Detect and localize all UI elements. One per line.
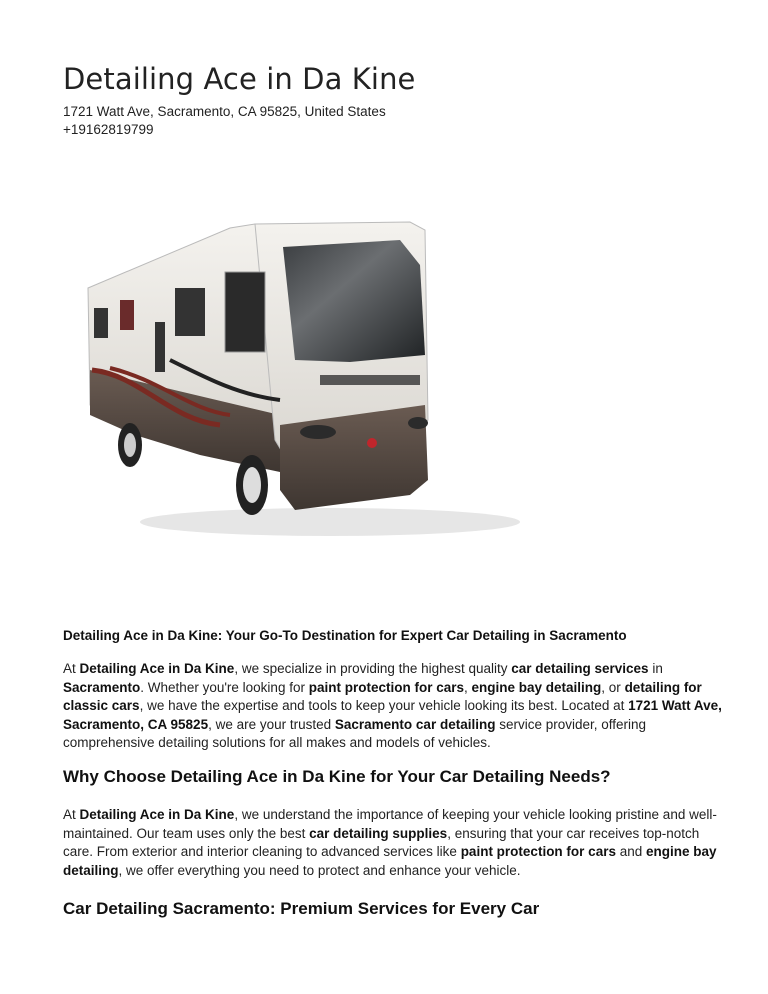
text-run: , ensuring that your car receives top-notch care. From exterior and interior cleaning to advanced services like — [63, 825, 700, 860]
text-run: At — [63, 661, 80, 676]
bold-keyword: Sacramento car detailing — [334, 716, 496, 732]
bold-keyword: engine bay detailing — [63, 844, 717, 878]
page-title: Detailing Ace in Da Kine — [63, 62, 416, 96]
section2-heading: Why Choose Detailing Ace in Da Kine for Your Car Detailing Needs? — [63, 767, 611, 786]
text-run: , we offer everything you need to protect and enhance your vehicle. — [118, 862, 521, 878]
bold-keyword: Detailing Ace in Da Kine — [79, 807, 235, 822]
bold-keyword: paint protection for cars — [460, 844, 616, 860]
section2-paragraph — [63, 806, 723, 880]
section3-heading: Car Detailing Sacramento: Premium Services for Every Car — [63, 899, 540, 918]
bold-keyword: 1721 Watt Ave, Sacramento, CA 95825 — [63, 698, 722, 732]
text-run: , we are your trusted — [208, 716, 335, 732]
bold-keyword: car detailing services — [511, 661, 649, 676]
section1-paragraph — [63, 660, 723, 753]
text-run: At — [63, 807, 80, 822]
text-run: service provider, offering comprehensive detailing solutions for all makes and models of vehicles. — [63, 716, 647, 751]
business-phone[interactable]: +19162819799 — [63, 122, 154, 137]
bold-keyword: Sacramento — [63, 679, 141, 695]
text-run: , we understand the importance of keeping your vehicle looking pristine and well-maintained. Our team uses only the best — [63, 807, 717, 841]
text-run: , — [464, 679, 472, 695]
business-address: 1721 Watt Ave, Sacramento, CA 95825, United States — [63, 104, 386, 119]
text-run: . Whether you're looking for — [140, 679, 309, 695]
bold-keyword: paint protection for cars — [308, 679, 464, 695]
bold-keyword: engine bay detailing — [471, 679, 602, 695]
bold-keyword: car detailing supplies — [309, 825, 448, 841]
text-run: , we specialize in providing the highest quality — [234, 661, 512, 676]
text-run: in — [648, 661, 663, 676]
text-run: and — [615, 844, 646, 860]
section1-heading: Detailing Ace in Da Kine: Your Go-To Destination for Expert Car Detailing in Sacramento — [63, 628, 627, 643]
rv-motorhome-image — [80, 210, 520, 540]
bold-keyword: detailing for classic cars — [63, 679, 702, 714]
text-run: , we have the expertise and tools to keep your vehicle looking its best. Located at — [139, 698, 629, 714]
bold-keyword: Detailing Ace in Da Kine — [79, 661, 235, 676]
text-run: , or — [601, 679, 625, 695]
